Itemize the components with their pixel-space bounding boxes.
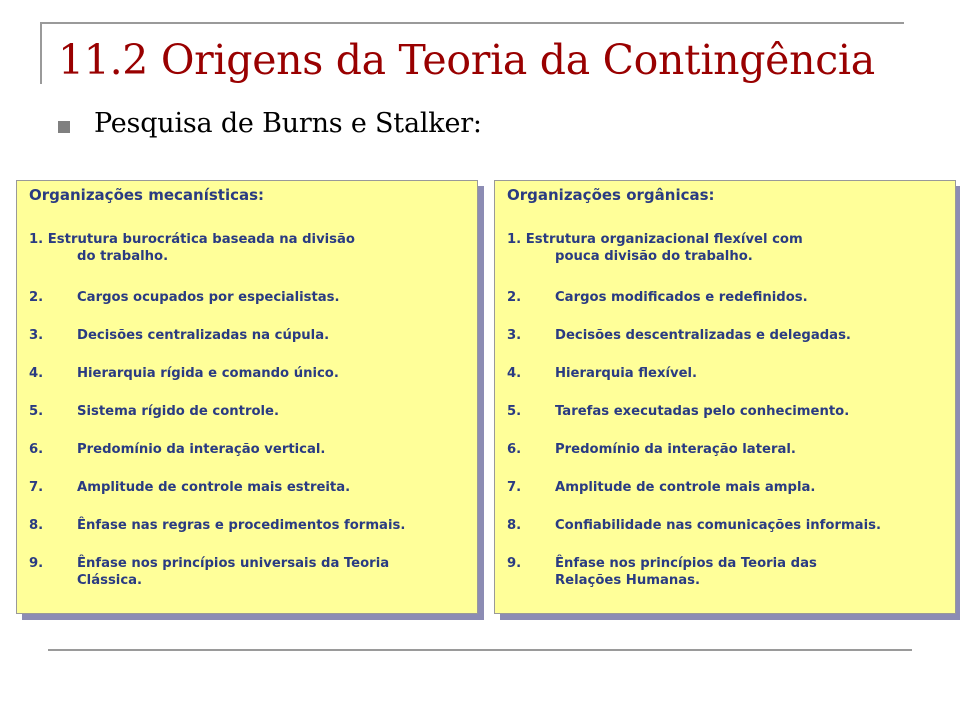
panel-body [494,180,956,614]
item-number: 4. [507,366,522,381]
slide-title: 11.2 Origens da Teoria da Contingência [58,36,875,84]
list-item [29,231,355,265]
item-number: 8. [29,518,44,533]
item-number: 2. [29,290,44,305]
top-frame-rule [40,22,904,24]
item-number: 6. [507,442,522,457]
list-item [29,479,350,496]
left-frame-rule [40,22,42,84]
item-number: 1. [29,232,44,247]
list-item [507,327,851,344]
mechanistic-organizations-panel [16,180,478,614]
item-text: Decisões centralizadas na cúpula. [77,328,330,343]
list-item [29,327,329,344]
item-number: 7. [29,480,44,495]
list-item [507,517,881,534]
item-number: 7. [507,480,522,495]
list-item [29,403,279,420]
list-item [507,403,849,420]
list-item [29,365,339,382]
item-number: 3. [29,328,44,343]
bottom-rule [48,649,912,651]
item-text: Estrutura organizacional flexível com [525,232,803,247]
item-number: 8. [507,518,522,533]
panel-heading: Organizações orgânicas: [507,186,715,204]
item-text: Tarefas executadas pelo conhecimento. [555,404,850,419]
item-number: 3. [507,328,522,343]
item-number: 9. [29,556,44,571]
item-text: Predomínio da interação vertical. [77,442,326,457]
item-number: 6. [29,442,44,457]
item-text: Predomínio da interação lateral. [555,442,796,457]
item-text: Confiabilidade nas comunicações informais. [555,518,881,533]
item-text: Ênfase nas regras e procedimentos formais. [77,518,406,533]
item-continuation: pouca divisão do trabalho. [555,249,753,264]
list-item [507,441,796,458]
item-text: Cargos ocupados por especialistas. [77,290,340,305]
organic-organizations-panel [494,180,956,614]
item-number: 4. [29,366,44,381]
item-continuation: do trabalho. [77,249,169,264]
list-item [507,555,817,589]
list-item [507,479,815,496]
item-number: 1. [507,232,522,247]
item-number: 5. [507,404,522,419]
item-text: Sistema rígido de controle. [77,404,280,419]
item-text: Hierarquia rígida e comando único. [77,366,339,381]
square-bullet-icon [58,121,70,133]
item-continuation: Clássica. [77,573,143,588]
bullet-text: Pesquisa de Burns e Stalker: [94,108,482,139]
item-number: 2. [507,290,522,305]
item-text: Estrutura burocrática baseada na divisão [47,232,355,247]
list-item [507,365,697,382]
list-item [29,289,340,306]
item-text: Amplitude de controle mais estreita. [77,480,351,495]
item-text: Ênfase nos princípios universais da Teoria [77,556,390,571]
item-number: 9. [507,556,522,571]
list-item [29,555,389,589]
list-item [507,231,803,265]
item-text: Amplitude de controle mais ampla. [555,480,816,495]
list-item [29,517,405,534]
panel-body [16,180,478,614]
panel-heading: Organizações mecanísticas: [29,186,265,204]
list-item [507,289,808,306]
item-continuation: Relações Humanas. [555,573,700,588]
item-text: Ênfase nos princípios da Teoria das [555,556,817,571]
item-number: 5. [29,404,44,419]
item-text: Hierarquia flexível. [555,366,698,381]
item-text: Cargos modificados e redefinidos. [555,290,808,305]
list-item [29,441,325,458]
item-text: Decisões descentralizadas e delegadas. [555,328,851,343]
